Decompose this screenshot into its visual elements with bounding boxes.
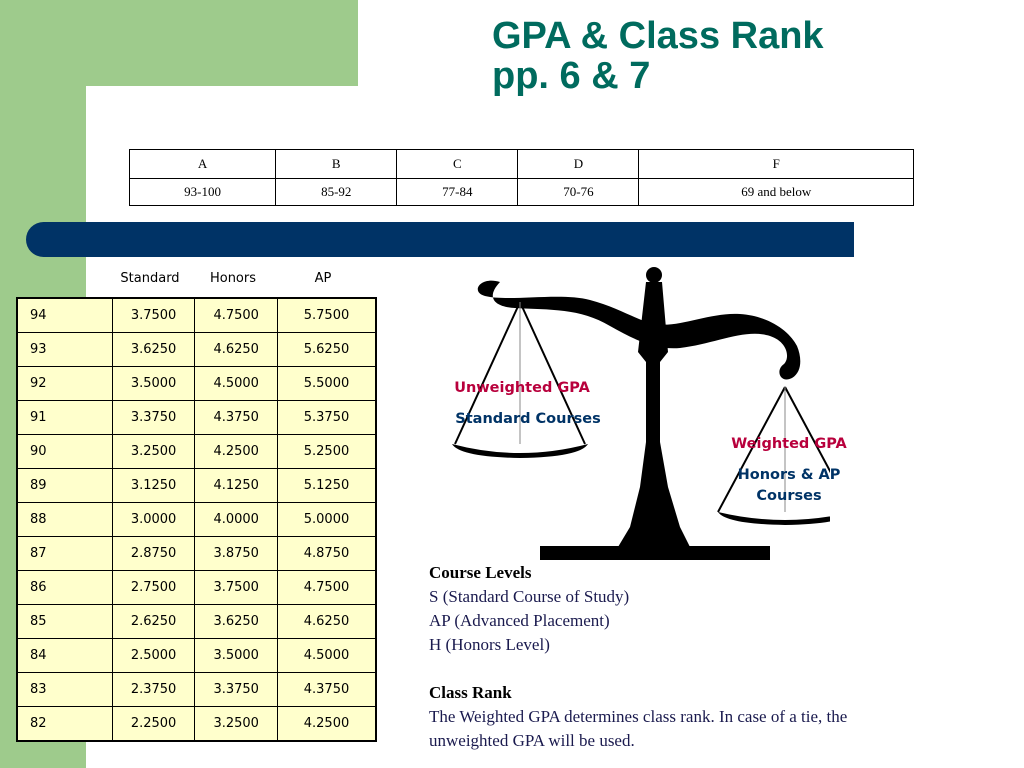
ap-gpa-cell: 4.5000 <box>278 639 376 673</box>
gpa-table-row <box>17 298 376 333</box>
gpa-table-row <box>17 503 376 537</box>
ap-gpa-cell: 4.7500 <box>278 571 376 605</box>
numeric-grade-cell: 91 <box>17 401 112 435</box>
numeric-grade-cell: 89 <box>17 469 112 503</box>
standard-gpa-cell: 2.6250 <box>112 605 195 639</box>
honors-gpa-cell: 4.7500 <box>195 298 278 333</box>
standard-gpa-cell: 3.5000 <box>112 367 195 401</box>
course-level-ap: AP (Advanced Placement) <box>429 611 610 630</box>
ap-gpa-cell: 5.5000 <box>278 367 376 401</box>
class-rank-section <box>429 681 847 753</box>
numeric-grade-cell: 86 <box>17 571 112 605</box>
ap-gpa-cell: 5.3750 <box>278 401 376 435</box>
grade-scale-table <box>129 149 914 206</box>
gpa-table-row <box>17 401 376 435</box>
honors-gpa-cell: 3.5000 <box>195 639 278 673</box>
honors-gpa-cell: 3.6250 <box>195 605 278 639</box>
ap-gpa-cell: 4.3750 <box>278 673 376 707</box>
ap-gpa-cell: 5.6250 <box>278 333 376 367</box>
column-header-standard: Standard <box>120 271 180 286</box>
grade-range-d: 70-76 <box>518 179 639 206</box>
numeric-grade-cell: 83 <box>17 673 112 707</box>
standard-gpa-cell: 3.2500 <box>112 435 195 469</box>
green-frame-top <box>0 0 358 86</box>
numeric-grade-cell: 87 <box>17 537 112 571</box>
standard-gpa-cell: 3.1250 <box>112 469 195 503</box>
standard-gpa-cell: 2.3750 <box>112 673 195 707</box>
standard-gpa-cell: 2.2500 <box>112 707 195 742</box>
unweighted-gpa-label: Unweighted GPA <box>454 380 590 396</box>
grade-range-c: 77-84 <box>397 179 518 206</box>
grade-letter-f: F <box>639 150 914 179</box>
grade-letter-c: C <box>397 150 518 179</box>
numeric-grade-cell: 93 <box>17 333 112 367</box>
honors-gpa-cell: 3.8750 <box>195 537 278 571</box>
gpa-table-row <box>17 435 376 469</box>
ap-gpa-cell: 5.0000 <box>278 503 376 537</box>
gpa-table-row <box>17 639 376 673</box>
course-levels-heading: Course Levels <box>429 563 532 582</box>
gpa-table-row <box>17 605 376 639</box>
class-rank-text-line-1: The Weighted GPA determines class rank. In case of a tie, the <box>429 707 848 726</box>
grade-letter-d: D <box>518 150 639 179</box>
gpa-table-row <box>17 673 376 707</box>
standard-gpa-cell: 3.0000 <box>112 503 195 537</box>
course-levels-section <box>429 561 629 657</box>
gpa-table-row <box>17 571 376 605</box>
numeric-grade-cell: 92 <box>17 367 112 401</box>
class-rank-text-line-2: unweighted GPA will be used. <box>429 731 635 750</box>
honors-gpa-cell: 4.0000 <box>195 503 278 537</box>
grade-letter-row <box>130 150 914 179</box>
courses-label: Courses <box>756 488 822 504</box>
ap-gpa-cell: 5.7500 <box>278 298 376 333</box>
class-rank-heading: Class Rank <box>429 683 512 702</box>
grade-range-row <box>130 179 914 206</box>
column-header-ap: AP <box>314 271 332 286</box>
gpa-table-row <box>17 367 376 401</box>
ap-gpa-cell: 4.2500 <box>278 707 376 742</box>
standard-gpa-cell: 3.7500 <box>112 298 195 333</box>
page-title <box>492 16 824 96</box>
title-line-2: pp. 6 & 7 <box>492 55 651 97</box>
honors-gpa-cell: 3.7500 <box>195 571 278 605</box>
numeric-grade-cell: 90 <box>17 435 112 469</box>
standard-gpa-cell: 2.5000 <box>112 639 195 673</box>
honors-gpa-cell: 4.3750 <box>195 401 278 435</box>
honors-gpa-cell: 3.2500 <box>195 707 278 742</box>
grade-range-b: 85-92 <box>276 179 397 206</box>
honors-gpa-cell: 4.2500 <box>195 435 278 469</box>
grade-letter-a: A <box>130 150 276 179</box>
gpa-table-row <box>17 537 376 571</box>
numeric-grade-cell: 84 <box>17 639 112 673</box>
gpa-conversion-table <box>16 297 377 742</box>
column-header-honors: Honors <box>209 271 257 286</box>
title-line-1: GPA & Class Rank <box>492 15 824 57</box>
ap-gpa-cell: 4.6250 <box>278 605 376 639</box>
ap-gpa-cell: 5.2500 <box>278 435 376 469</box>
numeric-grade-cell: 94 <box>17 298 112 333</box>
standard-gpa-cell: 2.7500 <box>112 571 195 605</box>
standard-courses-label: Standard Courses <box>455 411 601 427</box>
honors-gpa-cell: 4.1250 <box>195 469 278 503</box>
divider-bar <box>26 222 854 257</box>
numeric-grade-cell: 82 <box>17 707 112 742</box>
grade-letter-b: B <box>276 150 397 179</box>
numeric-grade-cell: 88 <box>17 503 112 537</box>
gpa-table-row <box>17 333 376 367</box>
grade-range-f: 69 and below <box>639 179 914 206</box>
ap-gpa-cell: 5.1250 <box>278 469 376 503</box>
gpa-table-row <box>17 707 376 742</box>
grade-range-a: 93-100 <box>130 179 276 206</box>
honors-gpa-cell: 4.5000 <box>195 367 278 401</box>
honors-gpa-cell: 3.3750 <box>195 673 278 707</box>
numeric-grade-cell: 85 <box>17 605 112 639</box>
weighted-gpa-label: Weighted GPA <box>731 436 847 452</box>
honors-gpa-cell: 4.6250 <box>195 333 278 367</box>
course-level-standard: S (Standard Course of Study) <box>429 587 630 606</box>
honors-ap-label: Honors & AP <box>737 467 841 483</box>
standard-gpa-cell: 3.6250 <box>112 333 195 367</box>
standard-gpa-cell: 2.8750 <box>112 537 195 571</box>
standard-gpa-cell: 3.3750 <box>112 401 195 435</box>
gpa-table-row <box>17 469 376 503</box>
course-level-honors: H (Honors Level) <box>429 635 550 654</box>
ap-gpa-cell: 4.8750 <box>278 537 376 571</box>
